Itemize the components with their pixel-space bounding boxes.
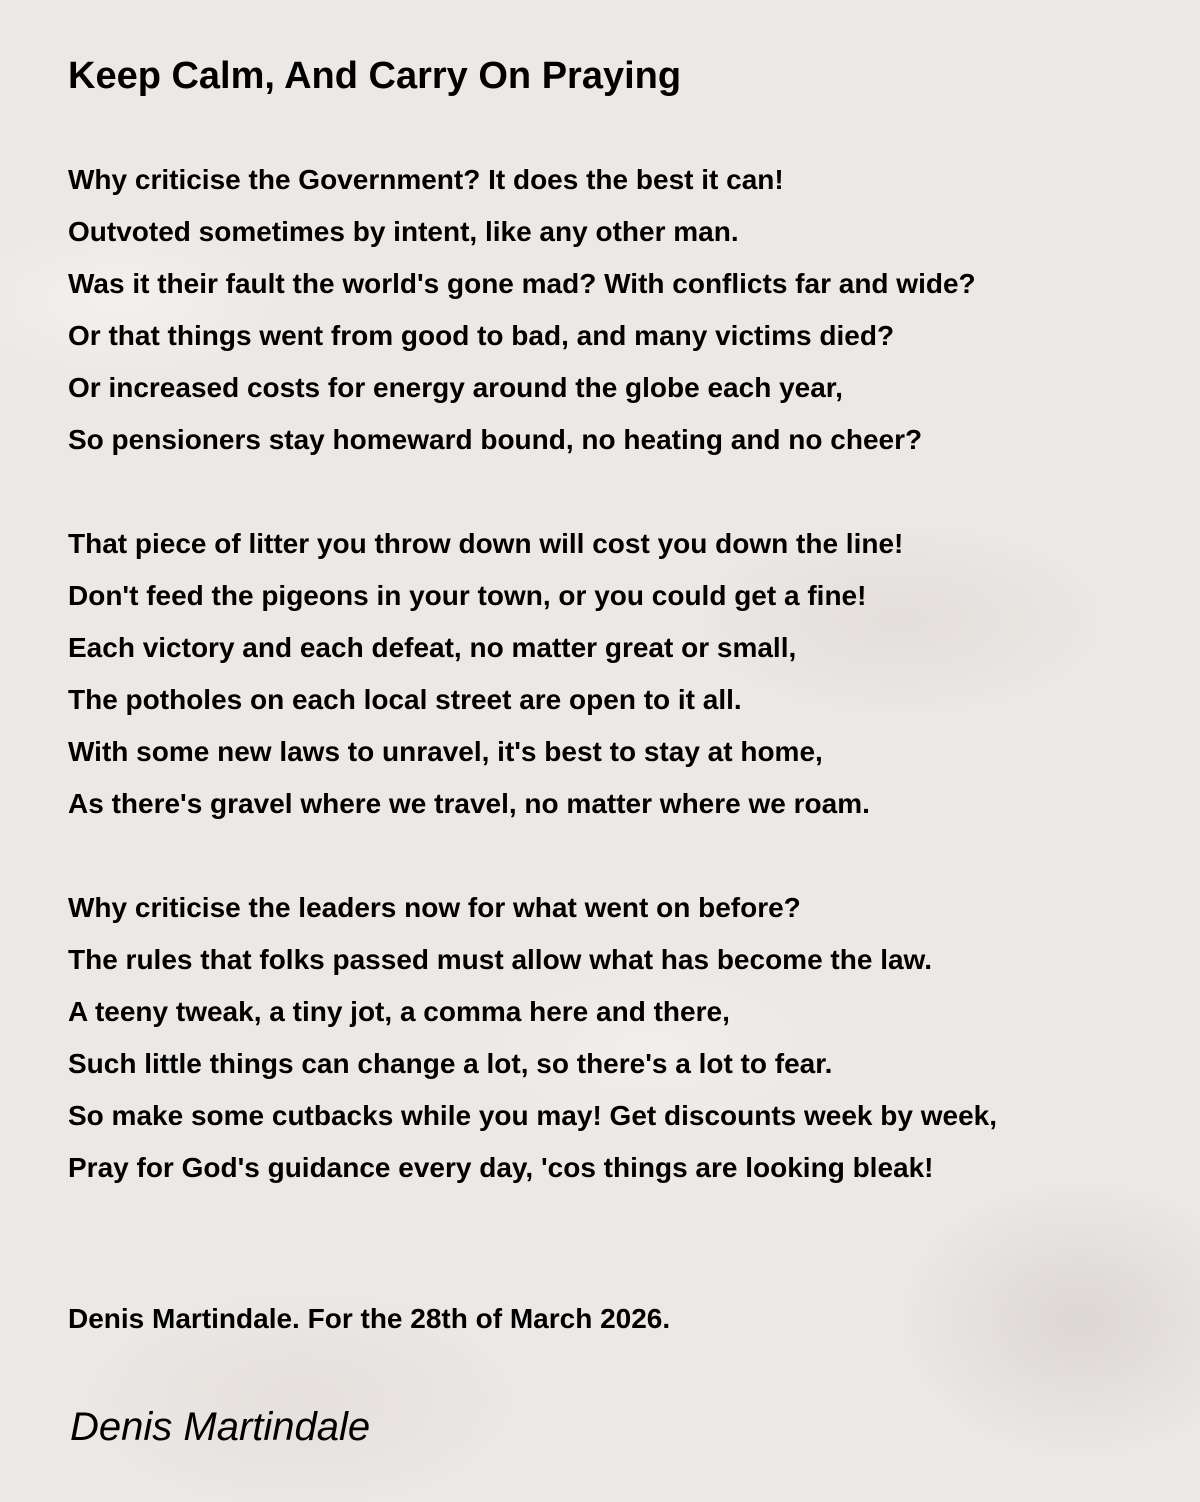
- poem-line: Or increased costs for energy around the globe each year,: [68, 372, 843, 403]
- poem-line: That piece of litter you throw down will cost you down the line!: [68, 528, 904, 559]
- poem-line: Or that things went from good to bad, and many victims died?: [68, 320, 895, 351]
- poem-body: [68, 154, 1178, 1246]
- poem-line: Pray for God's guidance every day, 'cos things are looking bleak!: [68, 1152, 934, 1183]
- poem-line: Don't feed the pigeons in your town, or you could get a fine!: [68, 580, 867, 611]
- poem-line: Why criticise the leaders now for what went on before?: [68, 892, 801, 923]
- poem-line: A teeny tweak, a tiny jot, a comma here and there,: [68, 996, 730, 1027]
- poem-line: The potholes on each local street are open to it all.: [68, 684, 742, 715]
- author-signature: Denis Martindale: [70, 1405, 371, 1449]
- poem-line: Was it their fault the world's gone mad? With conflicts far and wide?: [68, 268, 976, 299]
- poem-line: With some new laws to unravel, it's best to stay at home,: [68, 736, 823, 767]
- stanza-1: [68, 154, 1178, 466]
- poem-line: As there's gravel where we travel, no matter where we roam.: [68, 788, 870, 819]
- poem-line: So pensioners stay homeward bound, no heating and no cheer?: [68, 424, 923, 455]
- dedication-line: Denis Martindale. For the 28th of March 2026.: [68, 1303, 671, 1334]
- poem-line: Such little things can change a lot, so there's a lot to fear.: [68, 1048, 833, 1079]
- poem-title: Keep Calm, And Carry On Praying: [68, 55, 682, 97]
- poem-line: So make some cutbacks while you may! Get discounts week by week,: [68, 1100, 998, 1131]
- poem-line: Each victory and each defeat, no matter great or small,: [68, 632, 797, 663]
- poem-line: Why criticise the Government? It does the best it can!: [68, 164, 784, 195]
- poem-line: Outvoted sometimes by intent, like any other man.: [68, 216, 739, 247]
- stanza-3: [68, 882, 1178, 1194]
- poem-line: The rules that folks passed must allow what has become the law.: [68, 944, 933, 975]
- stanza-2: [68, 518, 1178, 830]
